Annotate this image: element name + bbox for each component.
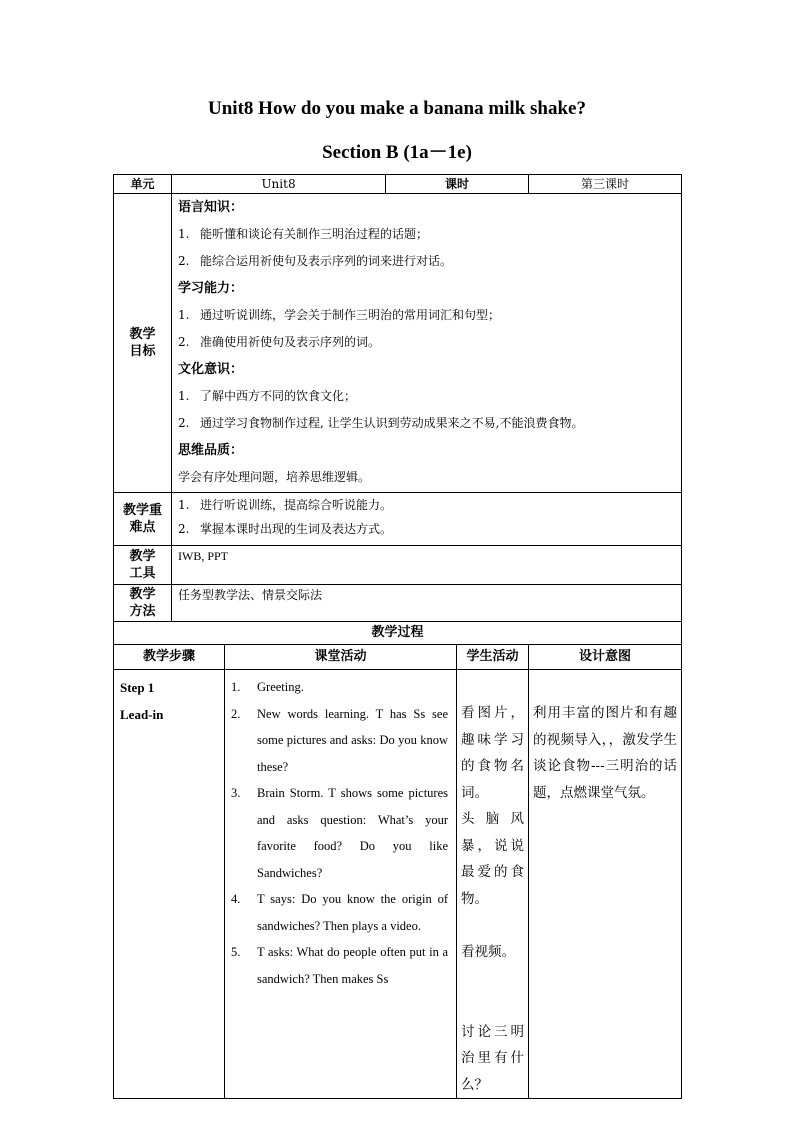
student-activities-cell [457, 670, 529, 1099]
period-label: 课时 [386, 175, 529, 194]
document-title: Unit8 How do you make a banana milk shake? [208, 98, 586, 119]
tools-value: IWB, PPT [172, 546, 682, 585]
methods-row [114, 585, 682, 622]
student-activity: 看视频。 [461, 944, 516, 960]
col-design: 设计意图 [529, 645, 682, 670]
goals-row [114, 194, 682, 493]
key-points-label-text: 教学重难点 [122, 503, 162, 535]
goal-item: 1. 通过听说训练，学会关于制作三明治的常用词汇和句型； [178, 308, 501, 322]
goals-label-text: 教学目标 [129, 327, 156, 359]
activity-item: 4. T says: Do you know the origin of sandwiches? Then plays a video. [231, 892, 449, 933]
header-row [114, 175, 682, 194]
activity-item: 3. Brain Storm. T shows some pictures and asks question: What’s your favorite food? Do you like Sandwiches? [231, 786, 449, 880]
goal-heading: 学习能力： [178, 281, 244, 296]
unit-value: Unit8 [172, 175, 386, 194]
process-title-row [114, 622, 682, 645]
activities-cell [225, 670, 457, 1099]
student-activity: 看图片，趣味学习的食物名词。 [461, 705, 525, 801]
key-point-item: 1. 进行听说训练，提高综合听说能力。 [178, 498, 393, 512]
goal-heading: 思维品质： [178, 443, 244, 458]
lesson-plan-table [113, 174, 682, 1099]
tools-label [114, 546, 172, 585]
document-subtitle: Section B (1a－1e) [322, 142, 472, 163]
goal-heading: 语言知识： [178, 200, 244, 215]
methods-label-text: 教学方法 [129, 587, 156, 619]
step-number: Step 1 [120, 680, 155, 695]
unit-label: 单元 [114, 175, 172, 194]
student-activity: 讨论三明治里有什么？ [461, 1023, 525, 1093]
goals-content [172, 194, 682, 493]
goal-item: 2. 通过学习食物制作过程, 让学生认识到劳动成果来之不易,不能浪费食物。 [178, 416, 584, 430]
col-student: 学生活动 [457, 645, 529, 670]
process-step-row [114, 670, 682, 1099]
step-name: Lead-in [120, 707, 164, 722]
col-steps: 教学步骤 [114, 645, 225, 670]
goal-item: 2. 能综合运用祈使句及表示序列的词来进行对话。 [178, 254, 453, 268]
activity-item: 1. Greeting. [231, 680, 304, 694]
key-points-content [172, 493, 682, 546]
goal-item: 学会有序处理问题，培养思维逻辑。 [178, 470, 371, 484]
activity-item: 2. New words learning. T has Ss see some pictures and asks: Do you know these? [231, 706, 449, 774]
key-points-label [114, 493, 172, 546]
methods-label [114, 585, 172, 622]
process-title: 教学过程 [114, 622, 682, 645]
student-activity: 头脑风暴，说说最爱的食物。 [461, 811, 525, 907]
tools-row [114, 546, 682, 585]
goal-item: 2. 准确使用祈使句及表示序列的词。 [178, 335, 381, 349]
col-activities: 课堂活动 [225, 645, 457, 670]
goals-label [114, 194, 172, 493]
key-points-row [114, 493, 682, 546]
step-cell [114, 670, 225, 1099]
design-intent-cell: 利用丰富的图片和有趣的视频导入，，激发学生谈论食物---三明治的话题，点燃课堂气氛。 [529, 670, 682, 1099]
process-column-headers [114, 645, 682, 670]
activity-item: 5. T asks: What do people often put in a sandwich? Then makes Ss [231, 945, 449, 986]
goal-item: 1. 能听懂和谈论有关制作三明治过程的话题； [178, 227, 429, 241]
tools-label-text: 教学工具 [129, 549, 156, 581]
methods-value: 任务型教学法、情景交际法 [172, 585, 682, 622]
goal-item: 1. 了解中西方不同的饮食文化； [178, 389, 357, 403]
goal-heading: 文化意识： [178, 362, 244, 377]
key-point-item: 2. 掌握本课时出现的生词及表达方式。 [178, 522, 393, 536]
period-value: 第三课时 [529, 175, 682, 194]
